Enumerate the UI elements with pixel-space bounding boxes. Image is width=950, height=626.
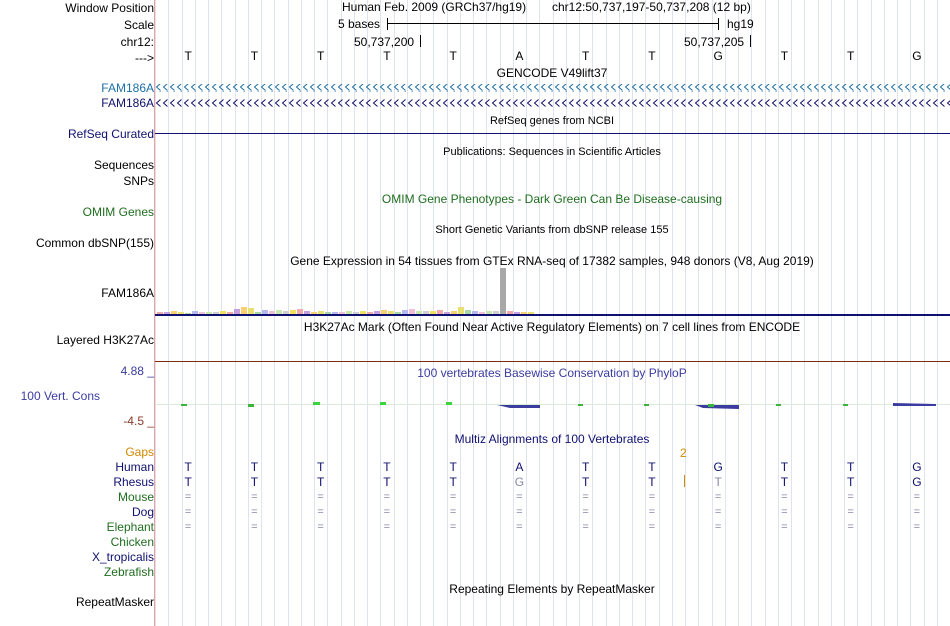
gtex-tissue-bar[interactable] xyxy=(458,307,464,314)
dbsnp-track-label[interactable]: Common dbSNP(155) xyxy=(35,236,154,250)
base-letter: T xyxy=(846,49,855,63)
h3k27ac-track-label[interactable]: Layered H3K27Ac xyxy=(56,333,154,347)
species-label-dog[interactable]: Dog xyxy=(131,505,154,519)
human-base: T xyxy=(184,460,192,474)
phylop-neg-bar-9 xyxy=(695,405,739,409)
repeatmasker-track-title[interactable]: Repeating Elements by RepeatMasker xyxy=(449,582,655,596)
rhesus-base: G xyxy=(514,475,525,489)
species-label-mouse[interactable]: Mouse xyxy=(117,490,154,504)
base-letter: G xyxy=(713,49,723,63)
match-mark: = xyxy=(317,506,324,518)
match-mark: = xyxy=(714,506,722,518)
assembly-text: Human Feb. 2009 (GRCh37/hg19) xyxy=(342,0,527,14)
match-mark: = xyxy=(781,521,788,533)
match-mark: = xyxy=(449,521,457,533)
rhesus-base: T xyxy=(184,475,192,489)
match-mark: = xyxy=(847,521,854,533)
gaps-label: Gaps xyxy=(125,445,154,459)
match-mark: = xyxy=(781,491,788,503)
species-label-x_tropicalis[interactable]: X_tropicalis xyxy=(91,550,154,564)
human-base: T xyxy=(648,460,656,474)
h3k27ac-signal-line[interactable] xyxy=(155,361,950,362)
base-letter: T xyxy=(250,49,259,63)
refseq-track-title[interactable]: RefSeq genes from NCBI xyxy=(489,115,615,127)
phylop-bar-4 xyxy=(380,402,386,405)
rhesus-base: T xyxy=(648,475,656,489)
coord-tick-1 xyxy=(420,35,421,47)
phylop-neg-bar-12 xyxy=(893,403,936,406)
match-mark: = xyxy=(913,521,921,533)
match-mark: = xyxy=(648,506,656,518)
refseq-track-label[interactable]: RefSeq Curated xyxy=(67,127,154,141)
match-mark: = xyxy=(714,521,722,533)
base-letter: T xyxy=(383,49,391,63)
phylop-track-label[interactable]: 100 Vert. Cons xyxy=(20,389,100,403)
scale-bar-line xyxy=(387,23,719,24)
base-letter: T xyxy=(648,49,656,63)
phylop-max-label: 4.88 _ xyxy=(120,364,154,378)
match-mark: = xyxy=(516,491,523,503)
species-label-zebrafish[interactable]: Zebrafish xyxy=(103,565,154,579)
species-label-rhesus[interactable]: Rhesus xyxy=(113,475,154,489)
position-text: chr12:50,737,197-50,737,208 (12 bp) xyxy=(552,0,751,14)
base-letter: T xyxy=(780,49,789,63)
gencode-gene-label-2[interactable]: FAM186A xyxy=(101,96,154,110)
human-base: T xyxy=(846,460,855,474)
match-mark: = xyxy=(383,491,391,503)
match-mark: = xyxy=(184,506,192,518)
scale-bar-text: 5 bases xyxy=(338,17,381,31)
phylop-bar-8 xyxy=(644,404,649,406)
phylop-neg-bar-6 xyxy=(497,405,540,408)
scale-label: Scale xyxy=(123,18,154,32)
match-mark: = xyxy=(582,506,589,518)
gencode-transcript-1[interactable] xyxy=(155,84,950,92)
match-mark: = xyxy=(184,521,192,533)
match-mark: = xyxy=(913,506,921,518)
human-base: T xyxy=(316,460,325,474)
base-letter: T xyxy=(449,49,457,63)
gtex-tissue-bar[interactable] xyxy=(241,307,247,314)
gencode-transcript-2[interactable] xyxy=(155,99,950,107)
coord-label-1: 50,737,200 xyxy=(354,35,415,49)
gencode-gene-glyphs[interactable] xyxy=(155,83,950,109)
phylop-conservation-plot[interactable] xyxy=(155,396,950,414)
phylop-bar-9 xyxy=(708,404,714,407)
dbsnp-track-title[interactable]: Short Genetic Variants from dbSNP release 155 xyxy=(435,224,669,236)
base-letter: T xyxy=(316,49,325,63)
scale-db-text: hg19 xyxy=(727,17,754,31)
phylop-bar-3 xyxy=(313,402,320,405)
strand-arrow-label: ---> xyxy=(135,51,154,65)
match-mark: = xyxy=(847,491,854,503)
h3k27ac-track-title[interactable]: H3K27Ac Mark (Often Found Near Active Regulatory Elements) on 7 cell lines from ENCODE xyxy=(303,320,801,334)
phylop-bar-5 xyxy=(446,402,452,405)
gencode-gene-label-1[interactable]: FAM186A xyxy=(101,81,154,95)
coord-tick-2 xyxy=(750,35,751,47)
phylop-bar-11 xyxy=(843,404,848,406)
match-mark: = xyxy=(251,521,258,533)
base-letter: T xyxy=(581,49,590,63)
human-base: T xyxy=(383,460,391,474)
human-base: T xyxy=(780,460,789,474)
match-mark: = xyxy=(516,506,523,518)
rhesus-base: T xyxy=(250,475,259,489)
match-mark: = xyxy=(648,491,656,503)
phylop-bar-1 xyxy=(181,404,187,406)
repeatmasker-track-label[interactable]: RepeatMasker xyxy=(75,595,154,609)
human-base: G xyxy=(912,460,922,474)
match-mark: = xyxy=(317,491,324,503)
rhesus-base: T xyxy=(780,475,789,489)
window-position-label: Window Position xyxy=(65,1,154,15)
rhesus-base: T xyxy=(714,475,722,489)
rhesus-base: T xyxy=(581,475,590,489)
human-base: T xyxy=(250,460,259,474)
rhesus-base: T xyxy=(316,475,325,489)
rhesus-base: T xyxy=(846,475,855,489)
phylop-bar-10 xyxy=(776,404,781,406)
rhesus-base: G xyxy=(912,475,922,489)
species-label-human[interactable]: Human xyxy=(115,460,154,474)
gtex-tissue-bar[interactable] xyxy=(500,268,506,314)
refseq-gene-line[interactable] xyxy=(155,133,950,134)
gaps-count: 2 xyxy=(680,446,687,460)
match-mark: = xyxy=(781,506,788,518)
match-mark: = xyxy=(582,521,589,533)
phylop-bar-2 xyxy=(248,404,254,407)
match-mark: = xyxy=(582,491,589,503)
scale-bar-right-tick xyxy=(718,18,719,30)
human-base: T xyxy=(581,460,590,474)
gencode-track-title[interactable]: GENCODE V49lift37 xyxy=(496,66,608,80)
base-letter: G xyxy=(912,49,922,63)
gtex-expression-bars[interactable] xyxy=(157,268,537,314)
species-label-elephant[interactable]: Elephant xyxy=(106,520,154,534)
match-mark: = xyxy=(184,491,192,503)
chrom-label: chr12: xyxy=(120,35,154,49)
gtex-gene-line[interactable] xyxy=(155,314,950,316)
match-mark: = xyxy=(449,506,457,518)
match-mark: = xyxy=(449,491,457,503)
species-label-chicken[interactable]: Chicken xyxy=(110,535,154,549)
base-letter: A xyxy=(515,49,524,63)
match-mark: = xyxy=(648,521,656,533)
gap-insertion-mark xyxy=(684,475,685,487)
human-base: G xyxy=(713,460,723,474)
scale-bar-left-tick xyxy=(387,18,388,30)
omim-track-title[interactable]: OMIM Gene Phenotypes - Dark Green Can Be Disease-causing xyxy=(381,192,723,206)
match-mark: = xyxy=(516,521,523,533)
omim-track-label[interactable]: OMIM Genes xyxy=(82,205,154,219)
phylop-bar-7 xyxy=(578,404,583,406)
sequences-track-label[interactable]: Sequences xyxy=(93,158,154,172)
gtex-track-title[interactable]: Gene Expression in 54 tissues from GTEx RNA-seq of 17382 samples, 948 donors (V8, Aug 2019) xyxy=(290,254,814,268)
phylop-track-title[interactable]: 100 vertebrates Basewise Conservation by PhyloP xyxy=(417,366,687,380)
snps-track-label[interactable]: SNPs xyxy=(123,174,154,188)
coord-label-2: 50,737,205 xyxy=(684,35,745,49)
base-letter: T xyxy=(184,49,192,63)
match-mark: = xyxy=(317,521,324,533)
phylop-min-label: -4.5 _ xyxy=(123,414,154,428)
gtex-gene-label[interactable]: FAM186A xyxy=(101,286,154,300)
human-base: A xyxy=(515,460,524,474)
rhesus-base: T xyxy=(449,475,457,489)
match-mark: = xyxy=(383,521,391,533)
human-base: T xyxy=(449,460,457,474)
track-label-column xyxy=(0,0,154,626)
match-mark: = xyxy=(913,491,921,503)
publications-track-title[interactable]: Publications: Sequences in Scientific Articles xyxy=(443,146,661,158)
multiz-track-title[interactable]: Multiz Alignments of 100 Vertebrates xyxy=(454,432,650,446)
match-mark: = xyxy=(251,491,258,503)
match-mark: = xyxy=(251,506,258,518)
match-mark: = xyxy=(383,506,391,518)
match-mark: = xyxy=(714,491,722,503)
rhesus-base: T xyxy=(383,475,391,489)
match-mark: = xyxy=(847,506,854,518)
